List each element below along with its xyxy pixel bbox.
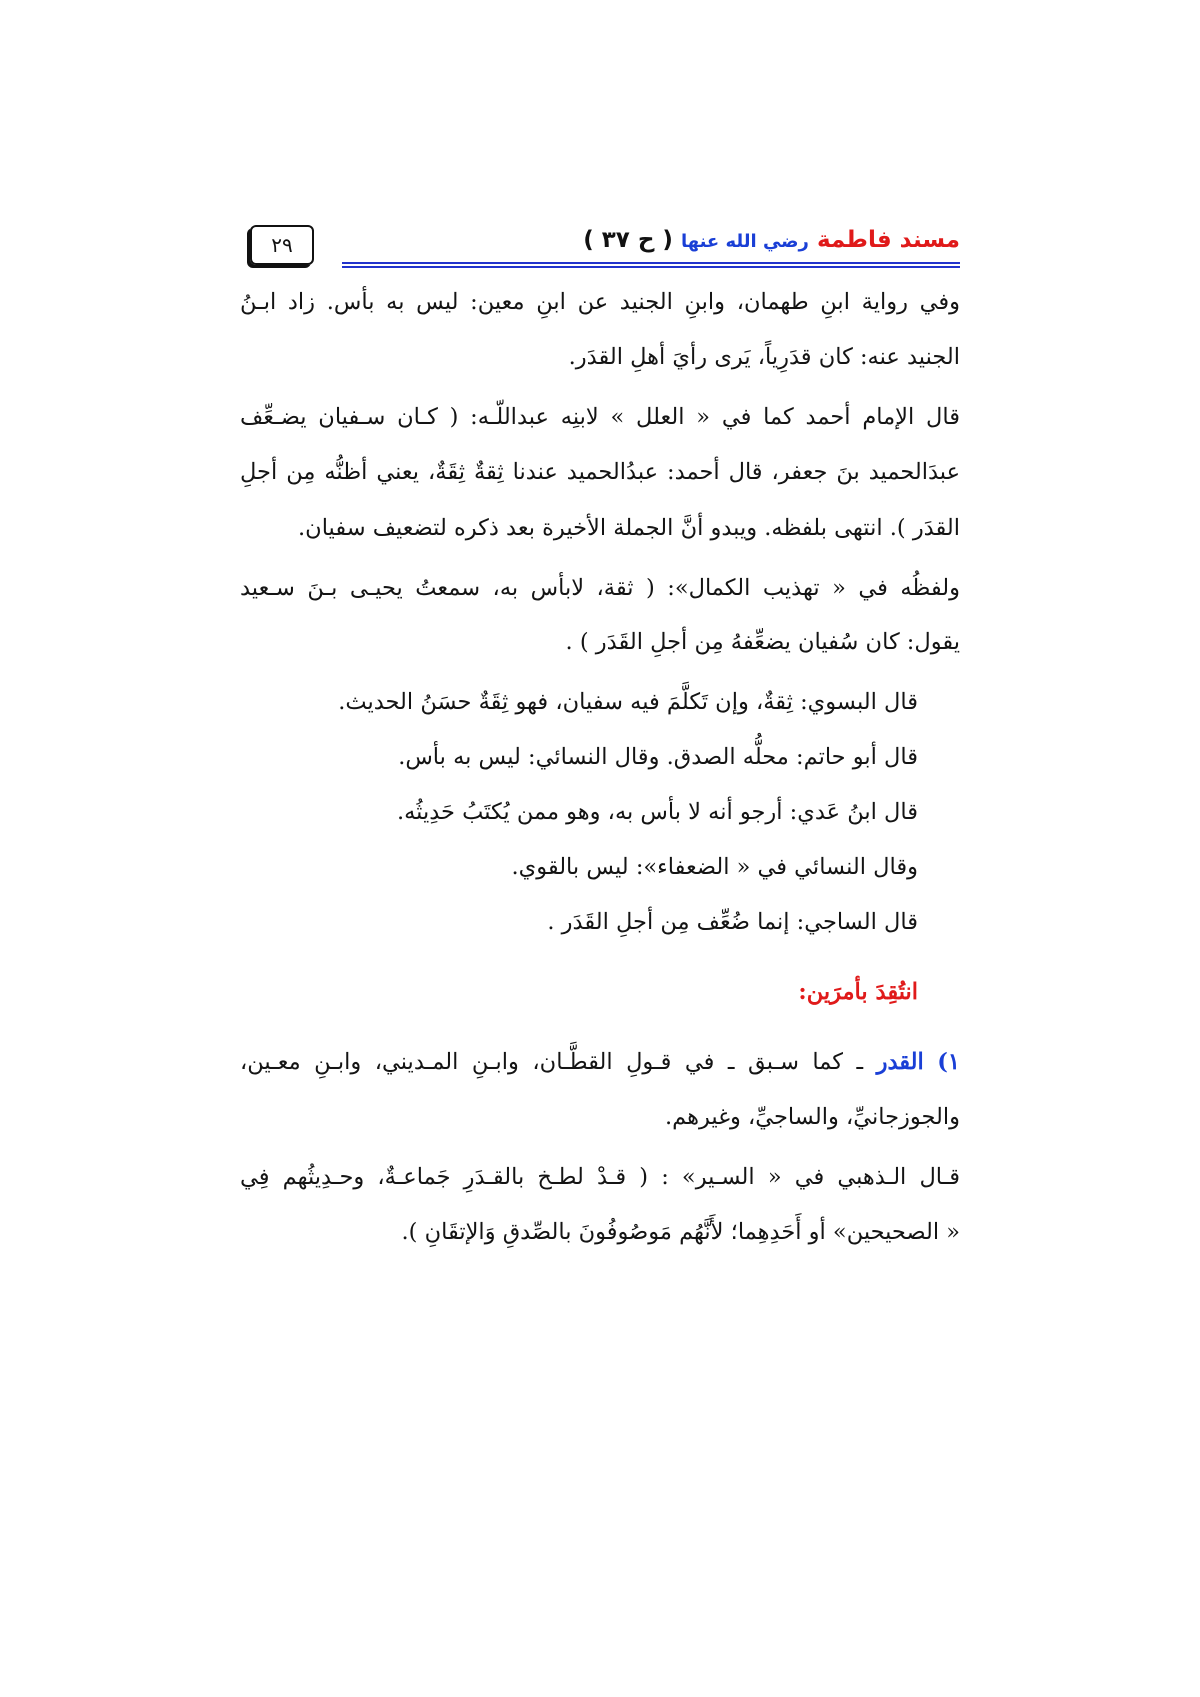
body-line: قال ابنُ عَدي: أرجو أنه لا بأس به، وهو ممن يُكتَبُ حَدِيثُه. [396, 799, 918, 825]
body-line: قال أبو حاتم: محلُّه الصدق. وقال النسائي: ليس به بأس. [398, 744, 918, 770]
point-1-text: ـ كما سـبق ـ في قـولِ القطَّـان، وابـنِ المـديني، وابـنِ معـين، [240, 1049, 864, 1075]
body-line: القدَر ). انتهى بلفظه. ويبدو أنَّ الجملة الأخيرة بعد ذكره لتضعيف سفيان. [298, 515, 960, 541]
body-line: ولفظُه في « تهذيب الكمال»: ( ثقة، لابأس به، سمعتُ يحيـى بـنَ سـعيد [240, 575, 960, 601]
body-line: عبدَالحميد بنَ جعفر، قال أحمد: عبدُالحميد عندنا ثِقةٌ ثِقَةٌ، يعني أظنُّه مِن أجلِ [240, 459, 960, 485]
point-1-line [240, 1042, 960, 1082]
page-header [250, 225, 960, 275]
body-line: قـال الـذهبي في « السـير» : ( قـدْ لطـخ بالقـدَرِ جَماعـةٌ، وحـدِيثُهم فِي [240, 1164, 960, 1190]
running-title-book: مسند فاطمة [816, 227, 960, 253]
body-line: « الصحيحين» أو أَحَدِهِما؛ لأَنَّهُم مَوصُوفُونَ بالصِّدقِ وَالإتقَانِ ). [401, 1219, 960, 1245]
running-title [583, 225, 960, 257]
body-line: وقال النسائي في « الضعفاء»: ليس بالقوي. [511, 854, 918, 880]
body-line: قال الإمام أحمد كما في « العلل » لابنِه عبداللّـه: ( كـان سـفيان يضـعِّف [240, 404, 960, 430]
body-line: وفي رواية ابنِ طهمان، وابنِ الجنيد عن ابنِ معين: ليس به بأس. زاد ابـنُ [240, 289, 960, 315]
body-line: قال البسوي: ثِقةٌ، وإن تَكلَّمَ فيه سفيان، فهو ثِقَةٌ حسَنُ الحديث. [338, 689, 918, 715]
body-line: والجوزجانيِّ، والساجيِّ، وغيرهم. [665, 1104, 960, 1130]
body-line: قال الساجي: إنما ضُعِّف مِن أجلِ القَدَر . [547, 909, 918, 935]
point-1-keyword: القدر [876, 1049, 924, 1075]
page-number: ٢٩ [271, 233, 293, 257]
honorific-calligraphy: رضي الله عنها [680, 231, 809, 252]
header-rule-top [342, 262, 960, 264]
page-number-box [250, 225, 314, 265]
section-heading: انتُقِدَ بأمرَين: [798, 979, 918, 1005]
body-line: الجنيد عنه: كان قدَرِياً، يَرى رأيَ أهلِ القدَر. [568, 344, 960, 370]
point-1-number: ١) [937, 1049, 961, 1075]
header-rule-bottom [342, 266, 960, 268]
running-title-hadith-number: ( ح ٣٧ ) [583, 227, 673, 253]
body-line: يقول: كان سُفيان يضعِّفهُ مِن أجلِ القَدَر ) . [565, 629, 960, 655]
